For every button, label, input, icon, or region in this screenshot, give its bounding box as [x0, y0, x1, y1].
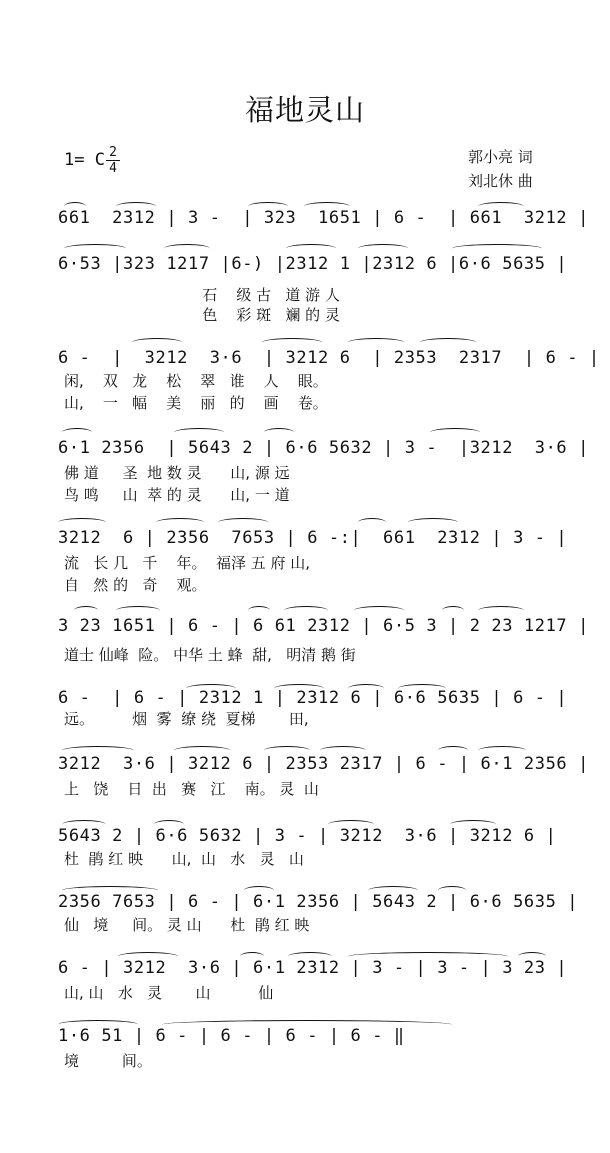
slur	[218, 518, 268, 527]
notation-line: 6·1 2356 | 5643 2 | 6·6 5632 | 3 - |3212 3·6 |	[58, 438, 589, 458]
notation-line: 2356 7653 | 6 - | 6·1 2356 | 5643 2 | 6·6 5635 |	[58, 892, 579, 912]
slur	[420, 338, 476, 347]
lyrics-verse-1: 境 间。	[64, 1052, 152, 1070]
slur	[264, 428, 294, 437]
slur	[248, 606, 270, 615]
notation-line: 3212 3·6 | 3212 6 | 2353 2317 | 6 - | 6·1 2356 |	[58, 754, 589, 774]
lyrics-verse-1: 石 级 古 道 游 人	[64, 286, 340, 304]
time-signature	[106, 146, 120, 175]
slur	[116, 606, 160, 615]
slur	[174, 428, 224, 437]
lyrics-verse-1: 流 长 几 千 年。 福泽 五 府 山,	[64, 554, 311, 572]
notation-line: 6·53 |323 1217 |6-) |2312 1 |2312 6 |6·6 5635 |	[58, 254, 568, 274]
slur	[262, 338, 322, 347]
slur	[62, 428, 92, 437]
slur	[430, 428, 480, 437]
slur	[58, 518, 106, 527]
slur	[164, 244, 210, 253]
lyrics-verse-2: 鸟 鸣 山 萃 的 灵 山, 一 道	[64, 486, 290, 504]
slur	[442, 606, 464, 615]
meter-numerator: 2	[109, 145, 117, 160]
lyrics-verse-2: 自 然 的 奇 观。	[64, 576, 207, 594]
slur	[478, 606, 524, 615]
slur	[132, 338, 182, 347]
lyrics-verse-1: 远。 烟 雾 缭 绕 夏梯 田,	[64, 710, 309, 728]
key-signature: 1= C	[64, 150, 105, 170]
notation-line: 5643 2 | 6·6 5632 | 3 - | 3212 3·6 | 3212 6 |	[58, 826, 557, 846]
meter-denominator: 4	[109, 161, 117, 176]
lyrics-verse-2: 色 彩 斑 斓 的 灵	[64, 306, 340, 324]
slur	[156, 518, 204, 527]
notation-line: 6 - | 3212 3·6 | 3212 6 | 2353 2317 | 6 - |	[58, 348, 600, 368]
lyrics-verse-1: 山, 山 水 灵 山 仙	[64, 984, 274, 1002]
notation-line: 3 23 1651 | 6 - | 6 61 2312 | 6·5 3 | 2 23 1217 |	[58, 616, 589, 636]
slur	[348, 338, 404, 347]
lyrics-verse-1: 杜 鹃 红 映 山, 山 水 灵 山	[64, 850, 304, 868]
notation-line: 3212 6 | 2356 7653 | 6 -:| 661 2312 | 3 - |	[58, 528, 568, 548]
lyrics-verse-1: 上 饶 日 出 赛 江 南。 灵 山	[64, 780, 319, 798]
notation-line: 6 - | 6 - | 2312 1 | 2312 6 | 6·6 5635 | 6 - |	[58, 688, 568, 708]
slur	[408, 518, 458, 527]
notation-line: 6 - | 3212 3·6 | 6·1 2312 | 3 - | 3 - | 3 23 |	[58, 958, 568, 978]
composer-credit: 刘北休 曲	[468, 172, 533, 190]
notation-line: 661 2312 | 3 - | 323 1651 | 6 - | 661 3212 |	[58, 208, 589, 228]
lyrics-verse-1: 道士 仙峰 险。 中华 土 蜂 甜, 明清 鹅 街	[64, 646, 356, 664]
slur	[64, 244, 126, 253]
slur	[286, 244, 336, 253]
slur	[74, 606, 98, 615]
slur	[284, 606, 328, 615]
song-title: 福地灵山	[244, 93, 365, 127]
slur	[358, 244, 408, 253]
lyrics-verse-1: 闲, 双 龙 松 翠 谁 人 眼。	[64, 372, 328, 390]
slur	[354, 606, 404, 615]
notation-line: 1·6 51 | 6 - | 6 - | 6 - | 6 - ‖	[58, 1026, 405, 1046]
slur	[358, 518, 386, 527]
slur	[452, 244, 542, 253]
lyrics-verse-1: 佛 道 圣 地 数 灵 山, 源 远	[64, 464, 290, 482]
lyrics-verse-1: 仙 境 间。 灵 山 杜 鹃 红 映	[64, 916, 310, 934]
lyricist-credit: 郭小亮 词	[468, 148, 533, 166]
lyrics-verse-2: 山, 一 幅 美 丽 的 画 卷。	[64, 394, 328, 412]
